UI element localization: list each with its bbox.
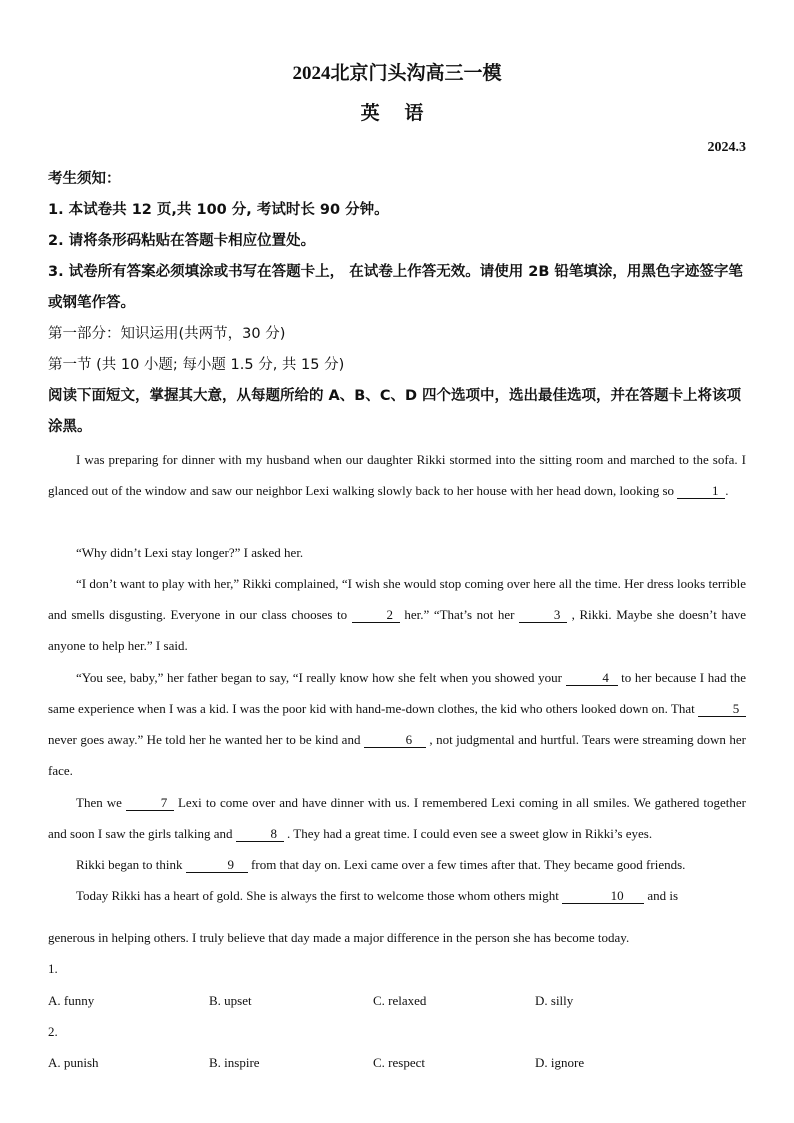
blank-1: 1: [677, 484, 725, 499]
passage-text: Then we: [76, 795, 126, 810]
instruction-item: 1. 本试卷共 12 页,共 100 分, 考试时长 90 分钟。: [48, 202, 389, 218]
directions: 阅读下面短文，掌握其大意，从每题所给的 A、B、C、D 四个选项中，选出最佳选项，并在答题卡上将该项涂黑。: [48, 388, 742, 435]
blank-8: 8: [236, 827, 284, 842]
option-b[interactable]: B. upset: [209, 993, 252, 1008]
subsection-heading: 第一节 (共 10 小题; 每小题 1.5 分, 共 15 分): [48, 357, 345, 373]
passage-text: to her because I had the same experience when I was a kid. I was the poor kid with hand-me-down clothes, the kid who others looked down on. That: [48, 670, 746, 716]
option-b[interactable]: B. inspire: [209, 1055, 260, 1070]
option-a[interactable]: A. punish: [48, 1055, 99, 1070]
passage-text: “You see, baby,” her father began to say, “I really know how she felt when you showed your: [76, 670, 566, 685]
passage-text: Rikki began to think: [76, 857, 186, 872]
blank-5: 5: [698, 702, 746, 717]
passage-paragraph: [48, 444, 746, 506]
blank-10: 10: [562, 889, 644, 904]
subject-title: 英 语: [360, 103, 434, 124]
passage-paragraph: “Why didn’t Lexi stay longer?” I asked her.: [76, 545, 304, 560]
blank-3: 3: [519, 608, 567, 623]
passage-paragraph: [48, 849, 746, 880]
passage-paragraph: [48, 662, 746, 786]
passage-paragraph: generous in helping others. I truly believe that day made a major difference in the person she has become today.: [48, 930, 630, 945]
passage-text: from that day on. Lexi came over a few times after that. They became good friends.: [247, 857, 686, 872]
blank-9: 9: [186, 858, 248, 873]
question-number: 2.: [48, 1024, 58, 1039]
blank-4: 4: [566, 671, 618, 686]
passage-text: . They had a great time. I could even see a sweet glow in Rikki’s eyes.: [283, 826, 653, 841]
option-d[interactable]: D. silly: [535, 993, 574, 1008]
instruction-item: 3. 试卷所有答案必须填涂或书写在答题卡上， 在试卷上作答无效。请使用 2B 铅笔填涂，用黑色字迹签字笔或钢笔作答。: [48, 264, 743, 311]
passage-text: , not judgmental and hurtful. Tears were streaming down her face.: [48, 732, 746, 778]
passage-text: , Rikki. Maybe she doesn’t have anyone to help her.” I said.: [48, 607, 746, 653]
passage-text: .: [725, 483, 729, 498]
option-c[interactable]: C. relaxed: [373, 993, 427, 1008]
passage-text: Today Rikki has a heart of gold. She is always the first to welcome those whom others might: [76, 888, 563, 903]
passage-paragraph: [48, 568, 746, 661]
instruction-item: 2. 请将条形码粘贴在答题卡相应位置处。: [48, 233, 316, 249]
passage-text: I was preparing for dinner with my husband when our daughter Rikki stormed into the sitting room and marched to the sofa. I glanced out of the window and saw our neighbor Lexi walking slowly back to her house with her head down, looking so: [48, 452, 746, 498]
part-heading: 第一部分：知识运用(共两节，30 分): [48, 326, 286, 342]
passage-paragraph: [48, 880, 746, 911]
passage-text: her.” “That’s not her: [399, 607, 520, 622]
blank-6: 6: [364, 733, 426, 748]
exam-date: 2024.3: [707, 140, 746, 155]
instructions-heading: 考生须知：: [48, 171, 121, 187]
passage-text: “I don’t want to play with her,” Rikki complained, “I wish she would stop coming over here all the time. Her dress looks terrible and smells disgusting. Everyone in our class chooses to: [48, 576, 746, 622]
blank-2: 2: [352, 608, 400, 623]
question-number: 1.: [48, 961, 58, 976]
passage-text: never goes away.” He told her he wanted her to be kind and: [48, 732, 364, 747]
blank-7: 7: [126, 796, 174, 811]
option-a[interactable]: A. funny: [48, 993, 95, 1008]
passage-text: Lexi to come over and have dinner with us. I remembered Lexi coming in all smiles. We gathered together and soon I saw the girls talking and: [48, 795, 746, 841]
passage-text: and is: [644, 888, 679, 903]
exam-title: 2024北京门头沟高三一模: [292, 63, 502, 84]
option-c[interactable]: C. respect: [373, 1055, 425, 1070]
passage-paragraph: [48, 787, 746, 849]
option-d[interactable]: D. ignore: [535, 1055, 585, 1070]
